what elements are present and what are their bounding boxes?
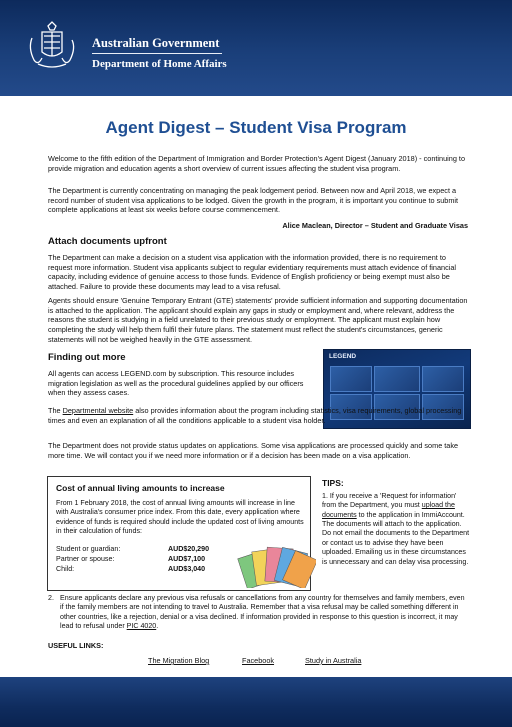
departmental-website-link[interactable]: Departmental website <box>62 406 134 415</box>
findout-paragraph-3: The Department does not provide status updates on applications. Some visa applications are processed quickly and some take more time. We will contact you if we need more information or if a decision has been made on a visa application. <box>48 441 459 460</box>
document-title: Agent Digest – Student Visa Program <box>105 118 407 137</box>
cost-box-title: Cost of annual living amounts to increase <box>56 483 225 493</box>
attach-paragraph-2: Agents should ensure 'Genuine Temporary Entrant (GTE) statements' provide sufficient information and supporting documentation is attached to the application. The applicant should explain any gaps in study or employment and, where relevant, address the reasons the student is studying in a field unrelated to their previous study or employment. The applicant must explain how completing the study will help them fulfil their future plans. The statement must reflect the student's circumstances, generic statements will not be weighed heavily in the GTE assessment. <box>48 296 468 344</box>
intro-paragraph-2: The Department is currently concentrating on managing the peak lodgement period. Between now and April 2018, we expect a record number of student visa applications to be lodged. Given the growth in the program, it is important you continue to submit complete applications at least six weeks before course commencement. <box>48 186 459 215</box>
findout-paragraph-1: All agents can access LEGEND.com by subscription. This resource includes migration legislation as well as the procedural guidelines applied by our officers when they assess cases. <box>48 369 304 398</box>
p2-prefix: The <box>48 406 63 415</box>
attach-paragraph-1: The Department can make a decision on a student visa application with the information provided, there is no requirement to request more information. Student visa applicants subject to regular evidentiary requirements must attach evidence of financial capacity, including evidence of genuine access to those funds. Evidence of English proficiency or being exempt must also be attached. Failure to provide these documents may lead to a visa refusal. <box>48 253 457 292</box>
org-name: Australian Government <box>92 36 220 50</box>
cost-row-label: Student or guardian: <box>56 545 121 553</box>
header-banner <box>0 0 512 96</box>
p2-suffix: also provides information about the program including statistics, visa requirements, global processing times and even an explanation of all the conditions applicable to a student visa holder. <box>48 406 462 425</box>
tips-heading: TIPS: <box>322 478 344 488</box>
note-2-body: Ensure applicants declare any previous visa refusals or cancellations from any country for themselves and family members, even if the family members are not intending to travel to Australia. Remember that a visa refusal may be called something different in other countries, like a rejection, denial or a visa declined. If information provided in response to this question is incorrect, it may lead to refusal under <box>60 594 465 631</box>
footer-banner <box>0 677 512 727</box>
attach-heading: Attach documents upfront <box>48 236 167 247</box>
study-in-australia-link[interactable]: Study in Australia <box>305 656 362 665</box>
department-name: Department of Home Affairs <box>92 58 227 70</box>
note-2-text <box>60 594 470 632</box>
facebook-link[interactable]: Facebook <box>242 656 275 665</box>
cost-box-text: From 1 February 2018, the cost of annual living amounts will increase in line with Australia's consumer price index. From this date, every application where evidence of funds is required should include the updated cost of living amounts in their calculation of funds: <box>56 499 304 536</box>
findout-heading: Finding out more <box>48 352 126 363</box>
tip-1-text-end: to the application in ImmiAccount. The documents will attach to the application. Do not email the documents to the Department or contact us to advise they have been uploaded. Emailing us in these circumstances is unnecessary and can delay visa processing. <box>322 510 470 566</box>
tip-1-text: 1. If you receive a 'Request for information' from the Department, you must <box>322 492 457 510</box>
note-2-end: . <box>156 622 159 631</box>
legend-tile <box>374 366 420 392</box>
cost-row-label: Child: <box>56 565 75 573</box>
legend-tile <box>330 366 372 392</box>
header-divider <box>92 53 222 54</box>
legend-tile <box>422 366 464 392</box>
intro-paragraph-1: Welcome to the fifth edition of the Department of Immigration and Border Protection's Agent Digest (January 2018) - continuing to provide migration and education agents a short overview of current issues affecting the student visa program. <box>48 154 465 173</box>
cost-row-amount: AUD$20,290 <box>168 545 210 553</box>
cost-row-amount: AUD$7,100 <box>168 555 206 563</box>
useful-links-heading: USEFUL LINKS: <box>48 641 104 650</box>
cost-row-amount: AUD$3,040 <box>168 565 206 573</box>
legend-logo: LEGEND <box>329 353 357 360</box>
upload-documents-link[interactable]: upload the documents <box>322 501 455 519</box>
findout-paragraph-2 <box>48 406 468 425</box>
tip-1 <box>322 492 472 567</box>
banknotes-image <box>236 544 316 588</box>
pic-4020-link[interactable]: PIC 4020 <box>126 622 157 631</box>
coat-of-arms-icon <box>24 18 80 72</box>
migration-blog-link[interactable]: The Migration Blog <box>148 656 210 665</box>
note-2-number: 2. <box>48 594 54 602</box>
cost-row-label: Partner or spouse: <box>56 555 115 563</box>
signature: Alice Maclean, Director – Student and Graduate Visas <box>282 221 468 230</box>
